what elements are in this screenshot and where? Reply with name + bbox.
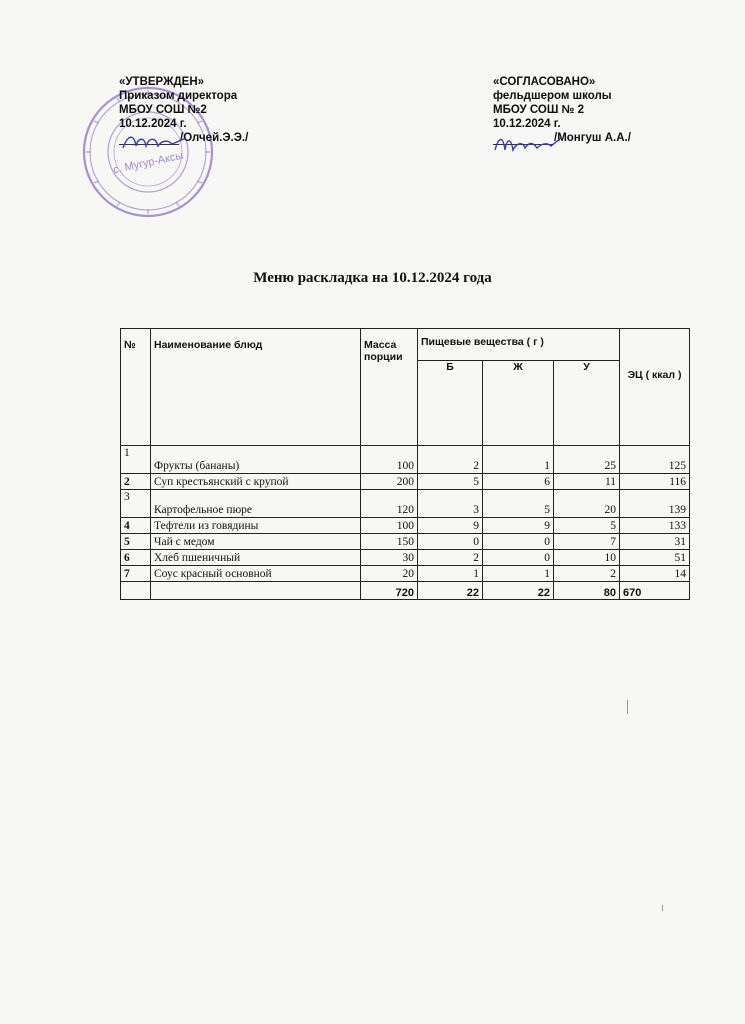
portion-mass: 100 bbox=[361, 446, 418, 474]
table-row bbox=[121, 490, 690, 518]
row-number: 2 bbox=[121, 474, 151, 490]
svg-text:с. Мугур-Аксы: с. Мугур-Аксы bbox=[112, 149, 185, 177]
carbs-value: 7 bbox=[554, 534, 620, 550]
portion-mass: 200 bbox=[361, 474, 418, 490]
fat-value: 0 bbox=[483, 550, 554, 566]
approval-date: 10.12.2024 г. bbox=[119, 118, 187, 130]
school-label: МБОУ СОШ № 2 bbox=[493, 104, 584, 116]
energy-value: 116 bbox=[620, 474, 690, 490]
header-energy: ЭЦ ( ккал ) bbox=[620, 329, 690, 446]
portion-mass: 20 bbox=[361, 566, 418, 582]
table-row bbox=[121, 534, 690, 550]
protein-value: 2 bbox=[418, 446, 483, 474]
table-header-row bbox=[121, 329, 690, 361]
fat-value: 6 bbox=[483, 474, 554, 490]
energy-value: 139 bbox=[620, 490, 690, 518]
dish-name: Хлеб пшеничный bbox=[151, 550, 361, 566]
scan-mark bbox=[627, 700, 628, 714]
menu-table bbox=[120, 328, 690, 600]
header-nutrients: Пищевые вещества ( г ) bbox=[418, 329, 620, 361]
portion-mass: 150 bbox=[361, 534, 418, 550]
agreed-label: «СОГЛАСОВАНО» bbox=[493, 76, 596, 88]
dish-name: Соус красный основной bbox=[151, 566, 361, 582]
scan-mark bbox=[662, 905, 663, 911]
energy-value: 133 bbox=[620, 518, 690, 534]
row-number: 6 bbox=[121, 550, 151, 566]
fat-value: 1 bbox=[483, 566, 554, 582]
header-carbs: У bbox=[554, 361, 620, 446]
row-number: 3 bbox=[121, 490, 151, 518]
table-row bbox=[121, 474, 690, 490]
school-label: МБОУ СОШ №2 bbox=[119, 104, 207, 116]
portion-mass: 30 bbox=[361, 550, 418, 566]
total-protein: 22 bbox=[418, 582, 483, 600]
dish-name: Суп крестьянский с крупой bbox=[151, 474, 361, 490]
dish-name: Чай с медом bbox=[151, 534, 361, 550]
portion-mass: 120 bbox=[361, 490, 418, 518]
agreement-date: 10.12.2024 г. bbox=[493, 118, 561, 130]
fat-value: 9 bbox=[483, 518, 554, 534]
page-title: Меню раскладка на 10.12.2024 года bbox=[253, 270, 492, 286]
energy-value: 31 bbox=[620, 534, 690, 550]
carbs-value: 2 bbox=[554, 566, 620, 582]
order-label: Приказом директора bbox=[119, 90, 238, 102]
protein-value: 3 bbox=[418, 490, 483, 518]
director-name: /Олчей.Э.Э./ bbox=[180, 132, 249, 144]
row-number: 7 bbox=[121, 566, 151, 582]
row-number: 5 bbox=[121, 534, 151, 550]
header-number: № bbox=[121, 329, 151, 446]
carbs-value: 5 bbox=[554, 518, 620, 534]
row-number: 4 bbox=[121, 518, 151, 534]
energy-value: 51 bbox=[620, 550, 690, 566]
table-row bbox=[121, 550, 690, 566]
protein-value: 9 bbox=[418, 518, 483, 534]
dish-name: Тефтели из говядины bbox=[151, 518, 361, 534]
carbs-value: 11 bbox=[554, 474, 620, 490]
carbs-value: 20 bbox=[554, 490, 620, 518]
role-label: фельдшером школы bbox=[493, 90, 612, 102]
table-row bbox=[121, 446, 690, 474]
protein-value: 5 bbox=[418, 474, 483, 490]
carbs-value: 10 bbox=[554, 550, 620, 566]
protein-value: 2 bbox=[418, 550, 483, 566]
total-empty-cell bbox=[121, 582, 151, 600]
protein-value: 0 bbox=[418, 534, 483, 550]
energy-value: 125 bbox=[620, 446, 690, 474]
header-dish-name: Наименование блюд bbox=[151, 329, 361, 446]
protein-value: 1 bbox=[418, 566, 483, 582]
dish-name: Картофельное пюре bbox=[151, 490, 361, 518]
carbs-value: 25 bbox=[554, 446, 620, 474]
header-fat: Ж bbox=[483, 361, 554, 446]
energy-value: 14 bbox=[620, 566, 690, 582]
header-protein: Б bbox=[418, 361, 483, 446]
director-signature bbox=[120, 128, 190, 156]
medic-name: /Монгуш А.А./ bbox=[554, 132, 631, 144]
portion-mass: 100 bbox=[361, 518, 418, 534]
total-energy: 670 bbox=[620, 582, 690, 600]
header-portion-mass: Масса порции bbox=[361, 329, 418, 446]
total-carbs: 80 bbox=[554, 582, 620, 600]
total-fat: 22 bbox=[483, 582, 554, 600]
medic-signature bbox=[493, 132, 563, 158]
fat-value: 0 bbox=[483, 534, 554, 550]
table-row bbox=[121, 518, 690, 534]
dish-name: Фрукты (бананы) bbox=[151, 446, 361, 474]
approved-label: «УТВЕРЖДЕН» bbox=[119, 76, 205, 88]
total-mass: 720 bbox=[361, 582, 418, 600]
fat-value: 1 bbox=[483, 446, 554, 474]
table-row bbox=[121, 566, 690, 582]
fat-value: 5 bbox=[483, 490, 554, 518]
table-total-row bbox=[121, 582, 690, 600]
total-empty-cell bbox=[151, 582, 361, 600]
row-number: 1 bbox=[121, 446, 151, 474]
